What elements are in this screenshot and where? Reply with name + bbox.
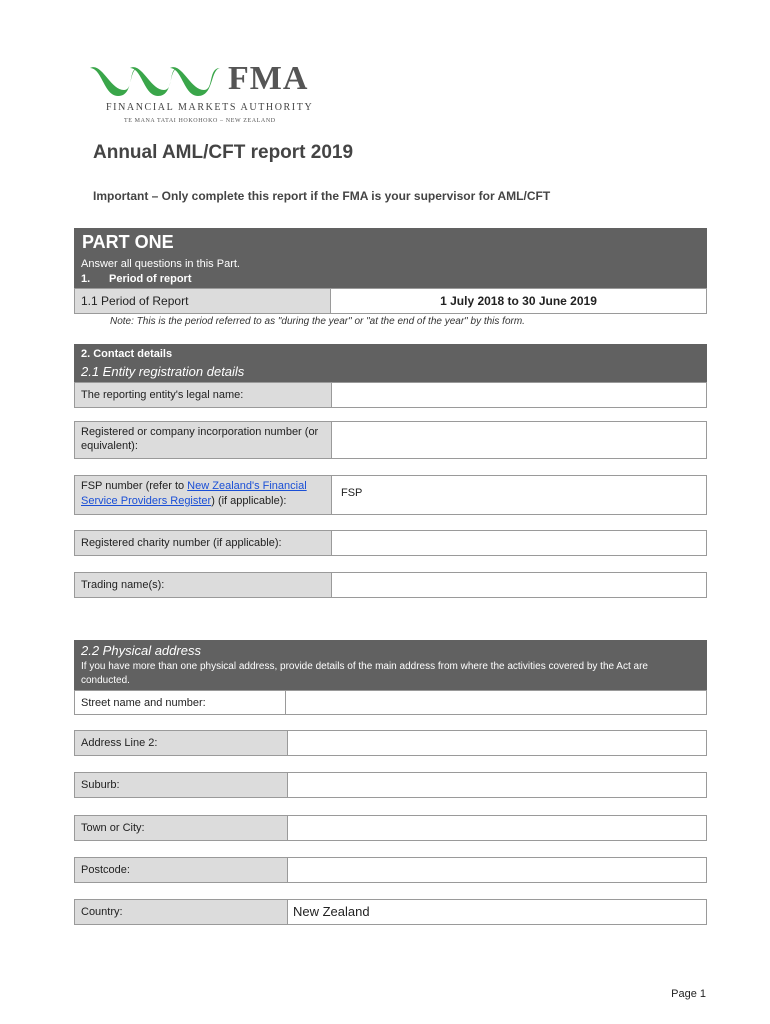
section-number: 1. <box>81 273 91 285</box>
logo-wordmark: FMA <box>228 60 309 97</box>
fsp-field[interactable]: FSP <box>341 487 363 499</box>
suburb-label: Suburb: <box>75 773 288 797</box>
fsp-label <box>75 476 332 514</box>
country-row <box>74 899 707 925</box>
section-label: Period of report <box>109 273 192 285</box>
suburb-field[interactable] <box>289 773 706 797</box>
document-title: Annual AML/CFT report 2019 <box>93 142 354 163</box>
town-label: Town or City: <box>75 816 288 840</box>
postcode-row <box>74 857 707 883</box>
contact-details-header <box>74 344 707 382</box>
fsp-row <box>74 475 707 515</box>
charity-field[interactable] <box>333 531 706 555</box>
part-one-subtitle: Answer all questions in this Part. <box>81 258 240 270</box>
incorporation-field[interactable] <box>333 422 706 458</box>
period-value[interactable]: 1 July 2018 to 30 June 2019 <box>440 294 597 308</box>
trading-name-field[interactable] <box>333 573 706 597</box>
street-label: Street name and number: <box>75 691 286 714</box>
address-line2-field[interactable] <box>289 731 706 755</box>
street-field[interactable] <box>287 691 706 714</box>
country-field[interactable]: New Zealand <box>293 904 370 919</box>
physical-address-title: 2.2 Physical address <box>81 643 201 658</box>
page-number: Page 1 <box>671 988 706 1000</box>
fsp-register-link[interactable]: New Zealand's Financial Service Providers Register <box>81 480 307 507</box>
trading-name-row <box>74 572 707 598</box>
postcode-field[interactable] <box>289 858 706 882</box>
physical-address-header <box>74 640 707 690</box>
legal-name-label: The reporting entity's legal name: <box>75 383 332 407</box>
period-label: 1.1 Period of Report <box>75 289 331 313</box>
address-line2-label: Address Line 2: <box>75 731 288 755</box>
charity-label: Registered charity number (if applicable): <box>75 531 332 555</box>
legal-name-row <box>74 382 707 408</box>
physical-address-description: If you have more than one physical address, provide details of the main address from where the activities covered by the Act are conducted. <box>81 661 648 686</box>
part-one-header <box>74 228 707 288</box>
address-line2-row <box>74 730 707 756</box>
incorporation-label: Registered or company incorporation number (or equivalent): <box>75 422 332 458</box>
legal-name-field[interactable] <box>333 383 706 407</box>
contact-details-title: 2. Contact details <box>81 348 173 360</box>
postcode-label: Postcode: <box>75 858 288 882</box>
fma-wave-icon <box>88 60 228 100</box>
town-field[interactable] <box>289 816 706 840</box>
entity-registration-subtitle: 2.1 Entity registration details <box>81 364 245 379</box>
town-row <box>74 815 707 841</box>
street-row <box>74 690 707 715</box>
part-one-title: PART ONE <box>82 232 174 252</box>
fsp-label-suffix: ) (if applicable): <box>211 495 287 507</box>
logo-tagline: FINANCIAL MARKETS AUTHORITY <box>106 102 314 113</box>
country-label: Country: <box>75 900 288 924</box>
trading-name-label: Trading name(s): <box>75 573 332 597</box>
fsp-label-prefix: FSP number (refer to <box>81 480 188 492</box>
incorporation-row <box>74 421 707 459</box>
period-note: Note: This is the period referred to as "during the year" or "at the end of the year" by this form. <box>110 316 525 327</box>
period-row <box>74 288 707 314</box>
suburb-row <box>74 772 707 798</box>
important-notice: Important – Only complete this report if the FMA is your supervisor for AML/CFT <box>93 189 551 203</box>
charity-row <box>74 530 707 556</box>
logo-subtagline: TE MANA TATAI HOKOHOKO – NEW ZEALAND <box>124 118 276 124</box>
